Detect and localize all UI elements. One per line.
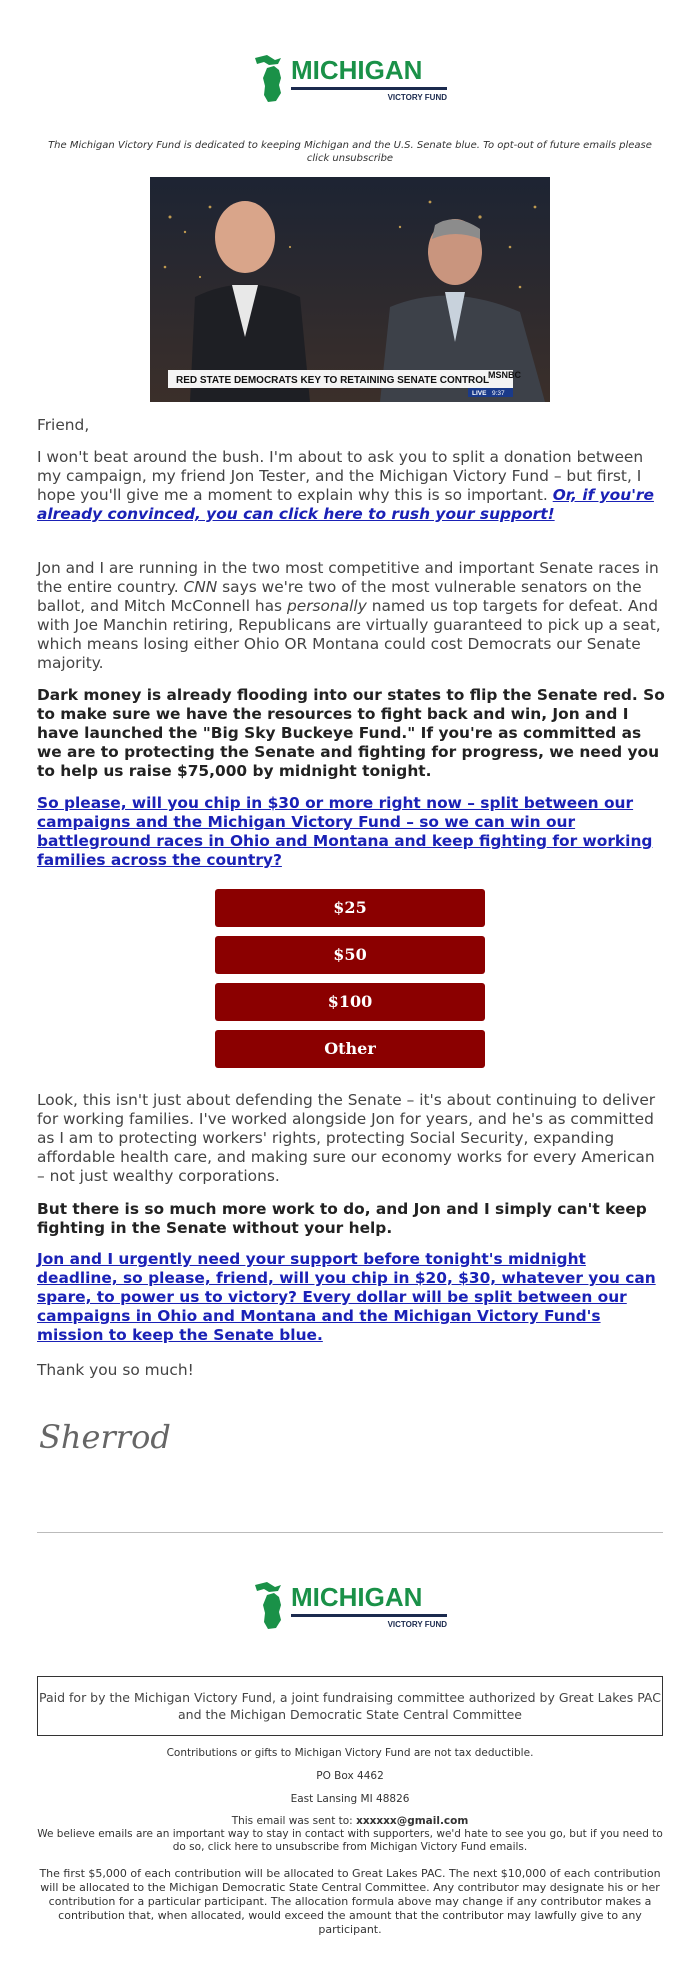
donate-50-button[interactable]: $50 <box>215 936 485 974</box>
po-box: PO Box 4462 <box>316 1770 384 1782</box>
brand-name: MICHIGAN <box>291 1582 423 1612</box>
rush-support-link[interactable]: Or, if you're already convinced, you can click here to rush your support! <box>37 486 654 523</box>
greeting: Friend, <box>37 416 90 434</box>
chyron-text: RED STATE DEMOCRATS KEY TO RETAINING SENATE CONTROL <box>176 375 490 386</box>
header-logo[interactable] <box>0 48 700 114</box>
allocation-disclaimer: The first $5,000 of each contribution will be allocated to Great Lakes PAC. The next $10,000 of each contribution will be allocated to the Michigan Democratic State Central Committee. Any contributor may designate his or her contribution for a particular participant. The allocation formula above may change if any contributor makes a contribution that, when allocated, would exceed the amount that the contributor may lawfully give to any participant. <box>39 1867 661 1936</box>
signature <box>37 1400 171 1460</box>
sent-to <box>37 1815 663 1828</box>
logo-underline <box>291 1614 447 1617</box>
cnn-mention: CNN <box>183 578 218 596</box>
sent-to-email: xxxxxx@gmail.com <box>356 1815 469 1827</box>
signature-text: Sherrod <box>39 1418 171 1456</box>
live-time: 9:37 <box>492 390 505 397</box>
paragraph-2-text-b: says we're two of the most vulnerable senators on the ballot, and Mitch McConnell has <box>37 578 642 615</box>
personally-emphasis: personally <box>286 597 367 615</box>
chip-in-link-2[interactable]: Jon and I urgently need your support before tonight's midnight deadline, so please, friend, will you chip in $20, $30, whatever you can spare, to power us to victory? Every dollar will be split between our campaigns in Ohio and Montana and the Michigan Victory Fund's mission to keep the Senate blue. <box>37 1250 656 1344</box>
paragraph-2 <box>37 559 665 673</box>
paragraph-5: Look, this isn't just about defending the Senate – it's about continuing to deliver for working families. I've worked alongside Jon for years, and he's as committed as I am to protecting workers' rights, protecting Social Security, expanding affordable health care, and making sure our economy works for every American – not just wealthy corporations. <box>37 1091 656 1185</box>
brand-name: MICHIGAN <box>291 55 423 85</box>
unsubscribe-note[interactable]: We believe emails are an important way to stay in contact with supporters, we'd hate to see you go, but if you need to do so, click here to unsubscribe from Michigan Victory Fund emails. <box>37 1828 663 1853</box>
brand-sub: VICTORY FUND <box>387 93 447 102</box>
closing: Thank you so much! <box>37 1361 194 1379</box>
paragraph-1 <box>37 448 665 524</box>
intro-note: The Michigan Victory Fund is dedicated to keeping Michigan and the U.S. Senate blue. To opt-out of future emails please click unsubscribe <box>48 140 652 164</box>
footer-logo[interactable] <box>0 1575 700 1641</box>
live-label: LIVE <box>472 390 487 397</box>
tax-disclaimer: Contributions or gifts to Michigan Victory Fund are not tax deductible. <box>166 1747 534 1759</box>
donate-25-button[interactable]: $25 <box>215 889 485 927</box>
paragraph-6: But there is so much more work to do, and Jon and I simply can't keep fighting in the Senate without your help. <box>37 1200 647 1237</box>
city-address: East Lansing MI 48826 <box>290 1793 410 1805</box>
paid-for-box: Paid for by the Michigan Victory Fund, a joint fundraising committee authorized by Great Lakes PAC and the Michigan Democratic State Central Committee <box>37 1676 663 1736</box>
paragraph-3: Dark money is already flooding into our states to flip the Senate red. So to make sure we have the resources to fight back and win, Jon and I have launched the "Big Sky Buckeye Fund." If you're as committed as we are to protecting the Senate and fighting for progress, we need you to help us raise $75,000 by midnight tonight. <box>37 686 665 780</box>
sent-to-label: This email was sent to: <box>231 1815 357 1827</box>
paragraph-4 <box>37 794 665 870</box>
chip-in-link-1[interactable]: So please, will you chip in $30 or more right now – split between our campaigns and the Michigan Victory Fund – so we can win our battleground races in Ohio and Montana and keep fighting for working families across the country? <box>37 794 653 869</box>
michigan-map-icon <box>255 1582 281 1629</box>
footer-divider <box>37 1532 663 1533</box>
donate-other-button[interactable]: Other <box>215 1030 485 1068</box>
michigan-map-icon <box>255 55 281 102</box>
paragraph-2-text-c: named us top targets for defeat. And with Joe Manchin retiring, Republicans are virtually guaranteed to pick up a seat, which means losing either Ohio OR Montana could cost Democrats our Senate majority. <box>37 597 661 672</box>
paragraph-7 <box>37 1250 665 1345</box>
paragraph-1-text: I won't beat around the bush. I'm about to ask you to split a donation between my campaign, my friend Jon Tester, and the Michigan Victory Fund – but first, I hope you'll give me a moment to explain why this is so important. <box>37 448 644 504</box>
logo-underline <box>291 87 447 90</box>
paragraph-2-text-a: Jon and I are running in the two most competitive and important Senate races in the entire country. <box>37 559 659 596</box>
hero-image[interactable] <box>150 177 550 402</box>
network-logo: MSNBC <box>488 370 521 380</box>
brand-sub: VICTORY FUND <box>387 1620 447 1629</box>
donate-100-button[interactable]: $100 <box>215 983 485 1021</box>
